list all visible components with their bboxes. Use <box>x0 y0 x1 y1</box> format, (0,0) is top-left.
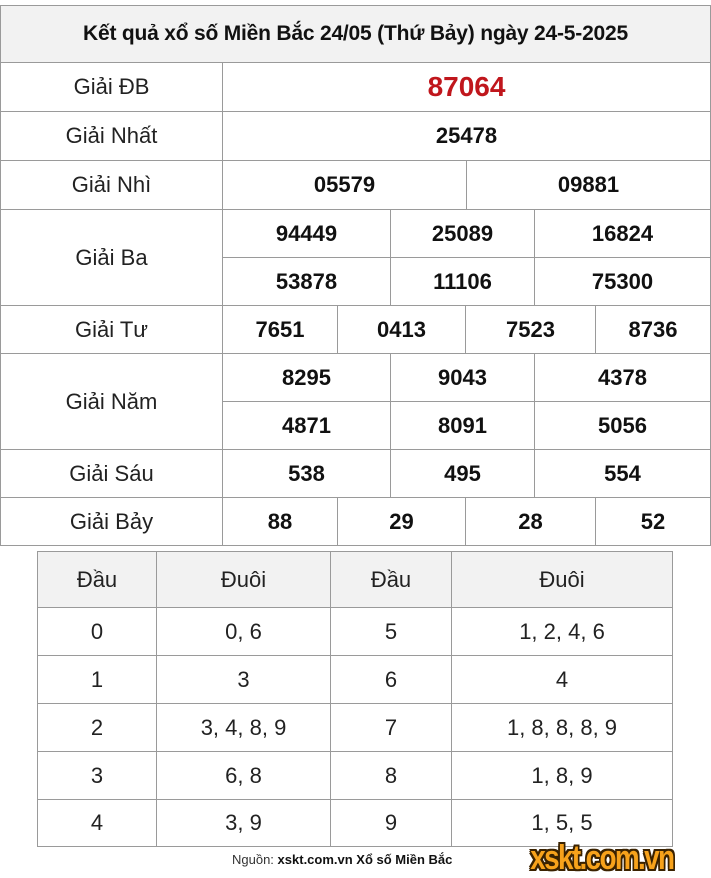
prize-label-ba <box>0 209 223 306</box>
loto-cell <box>37 703 157 752</box>
third-prize-number <box>390 209 535 258</box>
cell-text: 1, 5, 5 <box>531 810 593 835</box>
second-prize-number <box>222 160 467 210</box>
prize-number: 8091 <box>438 412 487 438</box>
seventh-prize-number <box>222 497 338 546</box>
header-text: Đuôi <box>220 566 267 592</box>
cell-text: 3, 4, 8, 9 <box>200 714 287 740</box>
sixth-prize-number <box>222 449 391 498</box>
prize-number: 75300 <box>591 268 654 294</box>
special-prize-number <box>222 62 711 112</box>
prize-number: 53878 <box>275 268 338 294</box>
source-site: xskt.com.vn Xổ số Miền Bắc <box>277 852 453 867</box>
prize-number: 28 <box>518 508 543 534</box>
cell-text: 1, 2, 4, 6 <box>519 618 605 644</box>
header-text: Đầu <box>76 566 118 592</box>
loto-cell <box>330 703 452 752</box>
loto-cell <box>156 799 331 847</box>
sixth-prize-number <box>534 449 711 498</box>
logo-text: xskt.com.vn <box>530 838 674 877</box>
third-prize-number <box>534 257 711 306</box>
cell-text: 3 <box>90 762 104 788</box>
prize-label-text: Giải ĐB <box>73 74 150 99</box>
prize-number: 87064 <box>427 71 506 102</box>
prize-number: 7523 <box>506 316 555 342</box>
prize-number: 25089 <box>431 220 494 246</box>
prize-label-text: Giải Năm <box>65 388 158 414</box>
fourth-prize-number <box>465 305 596 354</box>
loto-cell <box>451 655 673 704</box>
first-prize-number <box>222 111 711 161</box>
fifth-prize-number <box>534 401 711 450</box>
cell-text: 6 <box>384 666 398 692</box>
prize-label-text: Giải Nhất <box>65 123 158 148</box>
header-text: Đầu <box>370 566 412 592</box>
header-text: Đuôi <box>539 566 585 592</box>
prize-number: 5056 <box>598 412 647 438</box>
prize-label-tu <box>0 305 223 354</box>
loto-cell <box>330 799 452 847</box>
third-prize-number <box>390 257 535 306</box>
cell-text: 7 <box>384 714 398 740</box>
loto-cell <box>37 799 157 847</box>
prize-number: 09881 <box>557 172 620 197</box>
prize-number: 88 <box>267 508 293 534</box>
loto-cell <box>37 655 157 704</box>
loto-cell <box>156 655 331 704</box>
cell-text: 1 <box>90 666 104 692</box>
loto-header-duoi <box>451 551 673 608</box>
prize-label-bay <box>0 497 223 546</box>
prize-label-nhi <box>0 160 223 210</box>
prize-number: 8295 <box>282 364 331 390</box>
prize-label-text: Giải Ba <box>75 244 148 270</box>
cell-text: 1, 8, 9 <box>531 762 593 788</box>
prize-number: 29 <box>389 508 414 534</box>
sixth-prize-number <box>390 449 535 498</box>
fourth-prize-number <box>222 305 338 354</box>
loto-cell <box>156 751 331 800</box>
prize-number: 16824 <box>591 220 654 246</box>
third-prize-number <box>534 209 711 258</box>
fifth-prize-number <box>534 353 711 402</box>
fifth-prize-number <box>222 401 391 450</box>
cell-text: 2 <box>90 714 104 740</box>
cell-text: 8 <box>384 762 398 788</box>
prize-number: 52 <box>640 508 666 534</box>
loto-cell <box>451 703 673 752</box>
loto-cell <box>156 607 331 656</box>
prize-label-text: Giải Bảy <box>69 508 154 534</box>
third-prize-number <box>222 209 391 258</box>
prize-number: 538 <box>288 460 325 486</box>
cell-text: 6, 8 <box>225 762 262 788</box>
loto-cell <box>330 751 452 800</box>
prize-number: 554 <box>604 460 641 486</box>
site-logo <box>528 838 676 878</box>
prize-number: 495 <box>444 460 481 486</box>
prize-number: 05579 <box>313 172 376 197</box>
prize-number: 11106 <box>433 268 492 294</box>
prize-label-nam <box>0 353 223 450</box>
cell-text: 9 <box>384 810 398 835</box>
prize-number: 8736 <box>628 316 678 342</box>
prize-number: 4378 <box>598 364 647 390</box>
prize-label-db <box>0 62 223 112</box>
loto-cell <box>156 703 331 752</box>
cell-text: 0 <box>90 618 104 644</box>
source-prefix: Nguồn: <box>232 852 278 867</box>
prize-number: 94449 <box>275 220 338 246</box>
second-prize-number <box>466 160 711 210</box>
prize-label-sau <box>0 449 223 498</box>
loto-header-dau <box>330 551 452 608</box>
fourth-prize-number <box>595 305 711 354</box>
cell-text: 3 <box>237 666 250 692</box>
seventh-prize-number <box>595 497 711 546</box>
prize-label-text: Giải Sáu <box>69 460 154 486</box>
cell-text: 0, 6 <box>225 618 262 644</box>
fifth-prize-number <box>390 353 535 402</box>
fifth-prize-number <box>390 401 535 450</box>
prize-number: 25478 <box>435 123 498 148</box>
title-text: Kết quả xổ số Miền Bắc 24/05 (Thứ Bảy) ngày 24-5-2025 <box>83 22 628 45</box>
cell-text: 3, 9 <box>225 810 262 835</box>
fifth-prize-number <box>222 353 391 402</box>
loto-cell <box>451 607 673 656</box>
seventh-prize-number <box>337 497 466 546</box>
cell-text: 5 <box>384 618 398 644</box>
loto-cell <box>37 607 157 656</box>
prize-number: 9043 <box>438 364 487 390</box>
loto-cell <box>330 655 452 704</box>
prize-label-nhat <box>0 111 223 161</box>
prize-number: 7651 <box>255 316 305 342</box>
prize-label-text: Giải Nhì <box>71 172 152 197</box>
cell-text: 4 <box>555 666 569 692</box>
loto-header-dau <box>37 551 157 608</box>
cell-text: 4 <box>90 810 104 835</box>
prize-label-text: Giải Tư <box>74 316 148 342</box>
source-credit <box>232 852 452 867</box>
seventh-prize-number <box>465 497 596 546</box>
loto-cell <box>330 607 452 656</box>
fourth-prize-number <box>337 305 466 354</box>
loto-header-duoi <box>156 551 331 608</box>
loto-cell <box>37 751 157 800</box>
page-title <box>0 5 711 63</box>
prize-number: 4871 <box>282 412 331 438</box>
prize-number: 0413 <box>377 316 426 342</box>
third-prize-number <box>222 257 391 306</box>
cell-text: 1, 8, 8, 8, 9 <box>506 714 618 740</box>
loto-cell <box>451 751 673 800</box>
